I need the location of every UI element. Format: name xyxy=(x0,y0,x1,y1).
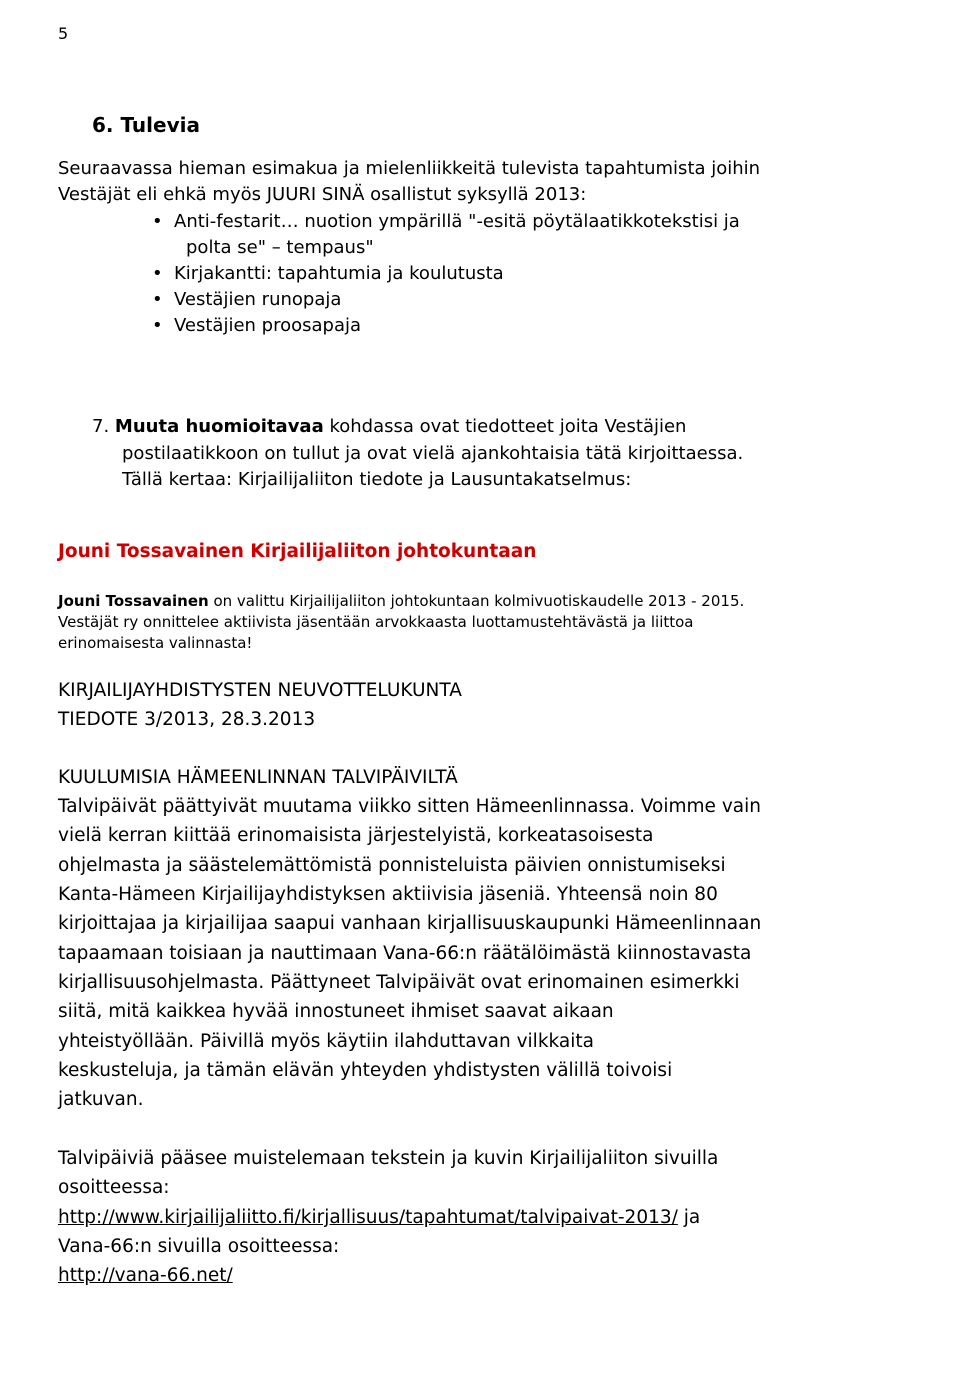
news-title: Jouni Tossavainen Kirjailijaliiton johtokuntaan xyxy=(58,541,537,562)
link-line-1: http://www.kirjailijaliitto.fi/kirjallisuus/tapahtumat/talvipaivat-2013/ ja xyxy=(58,1207,701,1228)
body-line: tapaamaan toisiaan ja nauttimaan Vana-66:n räätälöimästä kiinnostavasta xyxy=(58,943,752,964)
bullet-icon: • xyxy=(152,211,163,232)
body-line: siitä, mitä kaikkea hyvää innostuneet ihmiset saavat aikaan xyxy=(58,1001,614,1022)
list-item: • Kirjakantti: tapahtumia ja koulutusta xyxy=(152,263,504,284)
body-line: keskusteluja, ja tämän elävän yhteyden yhdistysten välillä toivoisi xyxy=(58,1060,673,1081)
body-line: kirjallisuusohjelmasta. Päättyneet Talvipäivät ovat erinomainen esimerkki xyxy=(58,972,740,993)
list-item: • Vestäjien runopaja xyxy=(152,289,342,310)
bullet-icon: • xyxy=(152,289,163,310)
list-item: • Anti-festarit… nuotion ympärillä "-esitä pöytälaatikkotekstisi ja xyxy=(152,211,740,232)
link-line-2 xyxy=(58,1265,233,1286)
section-6-intro-line-2: Vestäjät eli ehkä myös JUURI SINÄ osallistut syksyllä 2013: xyxy=(58,184,587,205)
remember-line-1: Talvipäiviä pääsee muistelemaan tekstein ja kuvin Kirjailijaliiton sivuilla xyxy=(58,1148,719,1169)
section-7-line-1: 7. Muuta huomioitavaa kohdassa ovat tiedotteet joita Vestäjien xyxy=(92,416,687,437)
body-line: jatkuvan. xyxy=(58,1089,144,1110)
bullet-icon: • xyxy=(152,315,163,336)
body-line: yhteistyöllään. Päivillä myös käytiin ilahduttavan vilkkaita xyxy=(58,1031,594,1052)
vana-line: Vana-66:n sivuilla osoitteessa: xyxy=(58,1236,340,1257)
vana-66-link[interactable]: http://vana-66.net/ xyxy=(58,1265,233,1286)
org-heading: KIRJAILIJAYHDISTYSTEN NEUVOTTELUKUNTA xyxy=(58,680,462,701)
section-6-heading: 6. Tulevia xyxy=(92,113,200,137)
page-number: 5 xyxy=(58,24,69,43)
list-item-continuation: polta se" – tempaus" xyxy=(186,237,374,258)
list-item: • Vestäjien proosapaja xyxy=(152,315,362,336)
section-7-line-2: postilaatikkoon on tullut ja ovat vielä ajankohtaisia tätä kirjoittaessa. xyxy=(122,443,744,464)
news-line-3: erinomaisesta valinnasta! xyxy=(58,634,253,652)
news-headline: KUULUMISIA HÄMEENLINNAN TALVIPÄIVILTÄ xyxy=(58,767,458,788)
bullet-icon: • xyxy=(152,263,163,284)
tiedote-heading: TIEDOTE 3/2013, 28.3.2013 xyxy=(58,709,316,730)
body-line: ohjelmasta ja säästelemättömistä ponnisteluista päivien onnistumiseksi xyxy=(58,855,726,876)
body-line: kirjoittajaa ja kirjailijaa saapui vanhaan kirjallisuuskaupunki Hämeenlinnaan xyxy=(58,913,762,934)
body-line: Kanta-Hämeen Kirjailijayhdistyksen aktiivisia jäseniä. Yhteensä noin 80 xyxy=(58,884,718,905)
section-6-intro-line-1: Seuraavassa hieman esimakua ja mielenliikkeitä tulevista tapahtumista joihin xyxy=(58,158,761,179)
remember-line-2: osoitteessa: xyxy=(58,1177,170,1198)
body-line: Talvipäivät päättyivät muutama viikko sitten Hämeenlinnassa. Voimme vain xyxy=(58,796,761,817)
news-line-2: Vestäjät ry onnittelee aktiivista jäsentään arvokkaasta luottamustehtävästä ja liittoa xyxy=(58,613,694,631)
section-7-line-3: Tällä kertaa: Kirjailijaliiton tiedote ja Lausuntakatselmus: xyxy=(122,469,632,490)
kirjailijaliitto-link[interactable]: http://www.kirjailijaliitto.fi/kirjallisuus/tapahtumat/talvipaivat-2013/ xyxy=(58,1207,678,1228)
news-line-1: Jouni Tossavainen on valittu Kirjailijaliiton johtokuntaan kolmivuotiskaudelle 2013 - 2015. xyxy=(58,592,745,610)
body-line: vielä kerran kiittää erinomaisista järjestelyistä, korkeatasoisesta xyxy=(58,825,654,846)
